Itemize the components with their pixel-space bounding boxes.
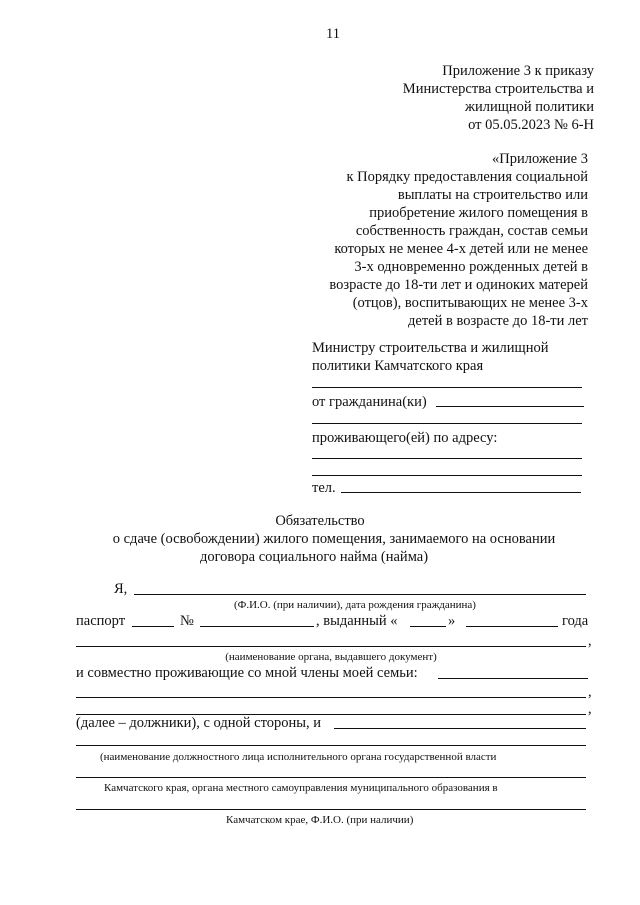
debtors-label: (далее – должники), с одной стороны, и (76, 715, 321, 731)
tel-field[interactable] (341, 492, 581, 493)
passport-number-field[interactable] (200, 626, 314, 627)
appendix-line: детей в возрасте до 18-ти лет (408, 313, 588, 329)
header-line: Министерства строительства и (402, 81, 594, 97)
appendix-line: выплаты на строительство или (397, 187, 588, 203)
official-field-4[interactable] (76, 809, 586, 810)
issue-day-field[interactable] (410, 626, 446, 627)
number-sign: № (180, 613, 194, 629)
document-subtitle-1: о сдаче (освобождении) жилого помещения, занимаемого на основании (112, 531, 556, 547)
comma: , (588, 684, 592, 700)
official-caption-2: Камчатского края, органа местного самоуправления муниципального образования в (104, 782, 498, 794)
official-field-3[interactable] (76, 777, 586, 778)
document-title: Обязательство (275, 513, 365, 529)
citizen-name-field[interactable] (436, 406, 584, 407)
family-field-2[interactable] (76, 697, 586, 698)
official-field[interactable] (334, 728, 586, 729)
address-field[interactable] (312, 458, 582, 459)
issued-label: , выданный « (316, 613, 398, 629)
fio-field[interactable] (134, 594, 586, 595)
official-field-2[interactable] (76, 745, 586, 746)
year-label: года (562, 613, 589, 629)
issue-month-year-field[interactable] (466, 626, 558, 627)
header-line: Приложение 3 к приказу (442, 63, 594, 79)
appendix-line: которых не менее 4-х детей или не менее (334, 241, 588, 257)
appendix-line: к Порядку предоставления социальной (346, 169, 588, 185)
address-field-2[interactable] (312, 475, 582, 476)
official-caption-3: Камчатском крае, Ф.И.О. (при наличии) (226, 814, 414, 826)
residing-label: проживающего(ей) по адресу: (312, 430, 498, 446)
addressee-blank-line[interactable] (312, 387, 582, 388)
addressee-line-2: политики Камчатского края (312, 358, 484, 374)
issuer-caption: (наименование органа, выдавшего документ) (225, 651, 437, 663)
header-line: от 05.05.2023 № 6-Н (468, 117, 594, 133)
from-citizen-label: от гражданина(ки) (312, 394, 427, 410)
comma: , (588, 633, 592, 649)
appendix-line: 3-х одновременно рожденных детей в (354, 259, 588, 275)
appendix-block (329, 150, 588, 330)
order-header (403, 62, 594, 134)
official-caption-1: (наименование должностного лица исполнительного органа государственной власти (100, 751, 497, 763)
i-label: Я, (114, 581, 128, 597)
passport-series-field[interactable] (132, 626, 174, 627)
family-label: и совместно проживающие со мной члены моей семьи: (76, 665, 418, 681)
family-field[interactable] (438, 678, 588, 679)
appendix-line: возрасте до 18-ти лет и одиноких матерей (329, 277, 588, 293)
fio-caption: (Ф.И.О. (при наличии), дата рождения гражданина) (234, 599, 476, 611)
appendix-line: собственность граждан, состав семьи (355, 223, 588, 239)
quote-close: » (448, 613, 456, 629)
passport-label: паспорт (76, 613, 126, 629)
comma: , (588, 701, 592, 717)
appendix-line: приобретение жилого помещения в (369, 205, 588, 221)
appendix-line: «Приложение 3 (492, 151, 588, 167)
citizen-name-field-2[interactable] (312, 423, 582, 424)
issuer-field[interactable] (76, 646, 586, 647)
page-number: 11 (326, 26, 340, 42)
appendix-line: (отцов), воспитывающих не менее 3-х (352, 295, 588, 311)
document-subtitle-2: договора социального найма (найма) (199, 549, 429, 565)
header-line: жилищной политики (464, 99, 594, 115)
addressee-line-1: Министру строительства и жилищной (312, 340, 549, 356)
tel-label: тел. (312, 480, 336, 496)
